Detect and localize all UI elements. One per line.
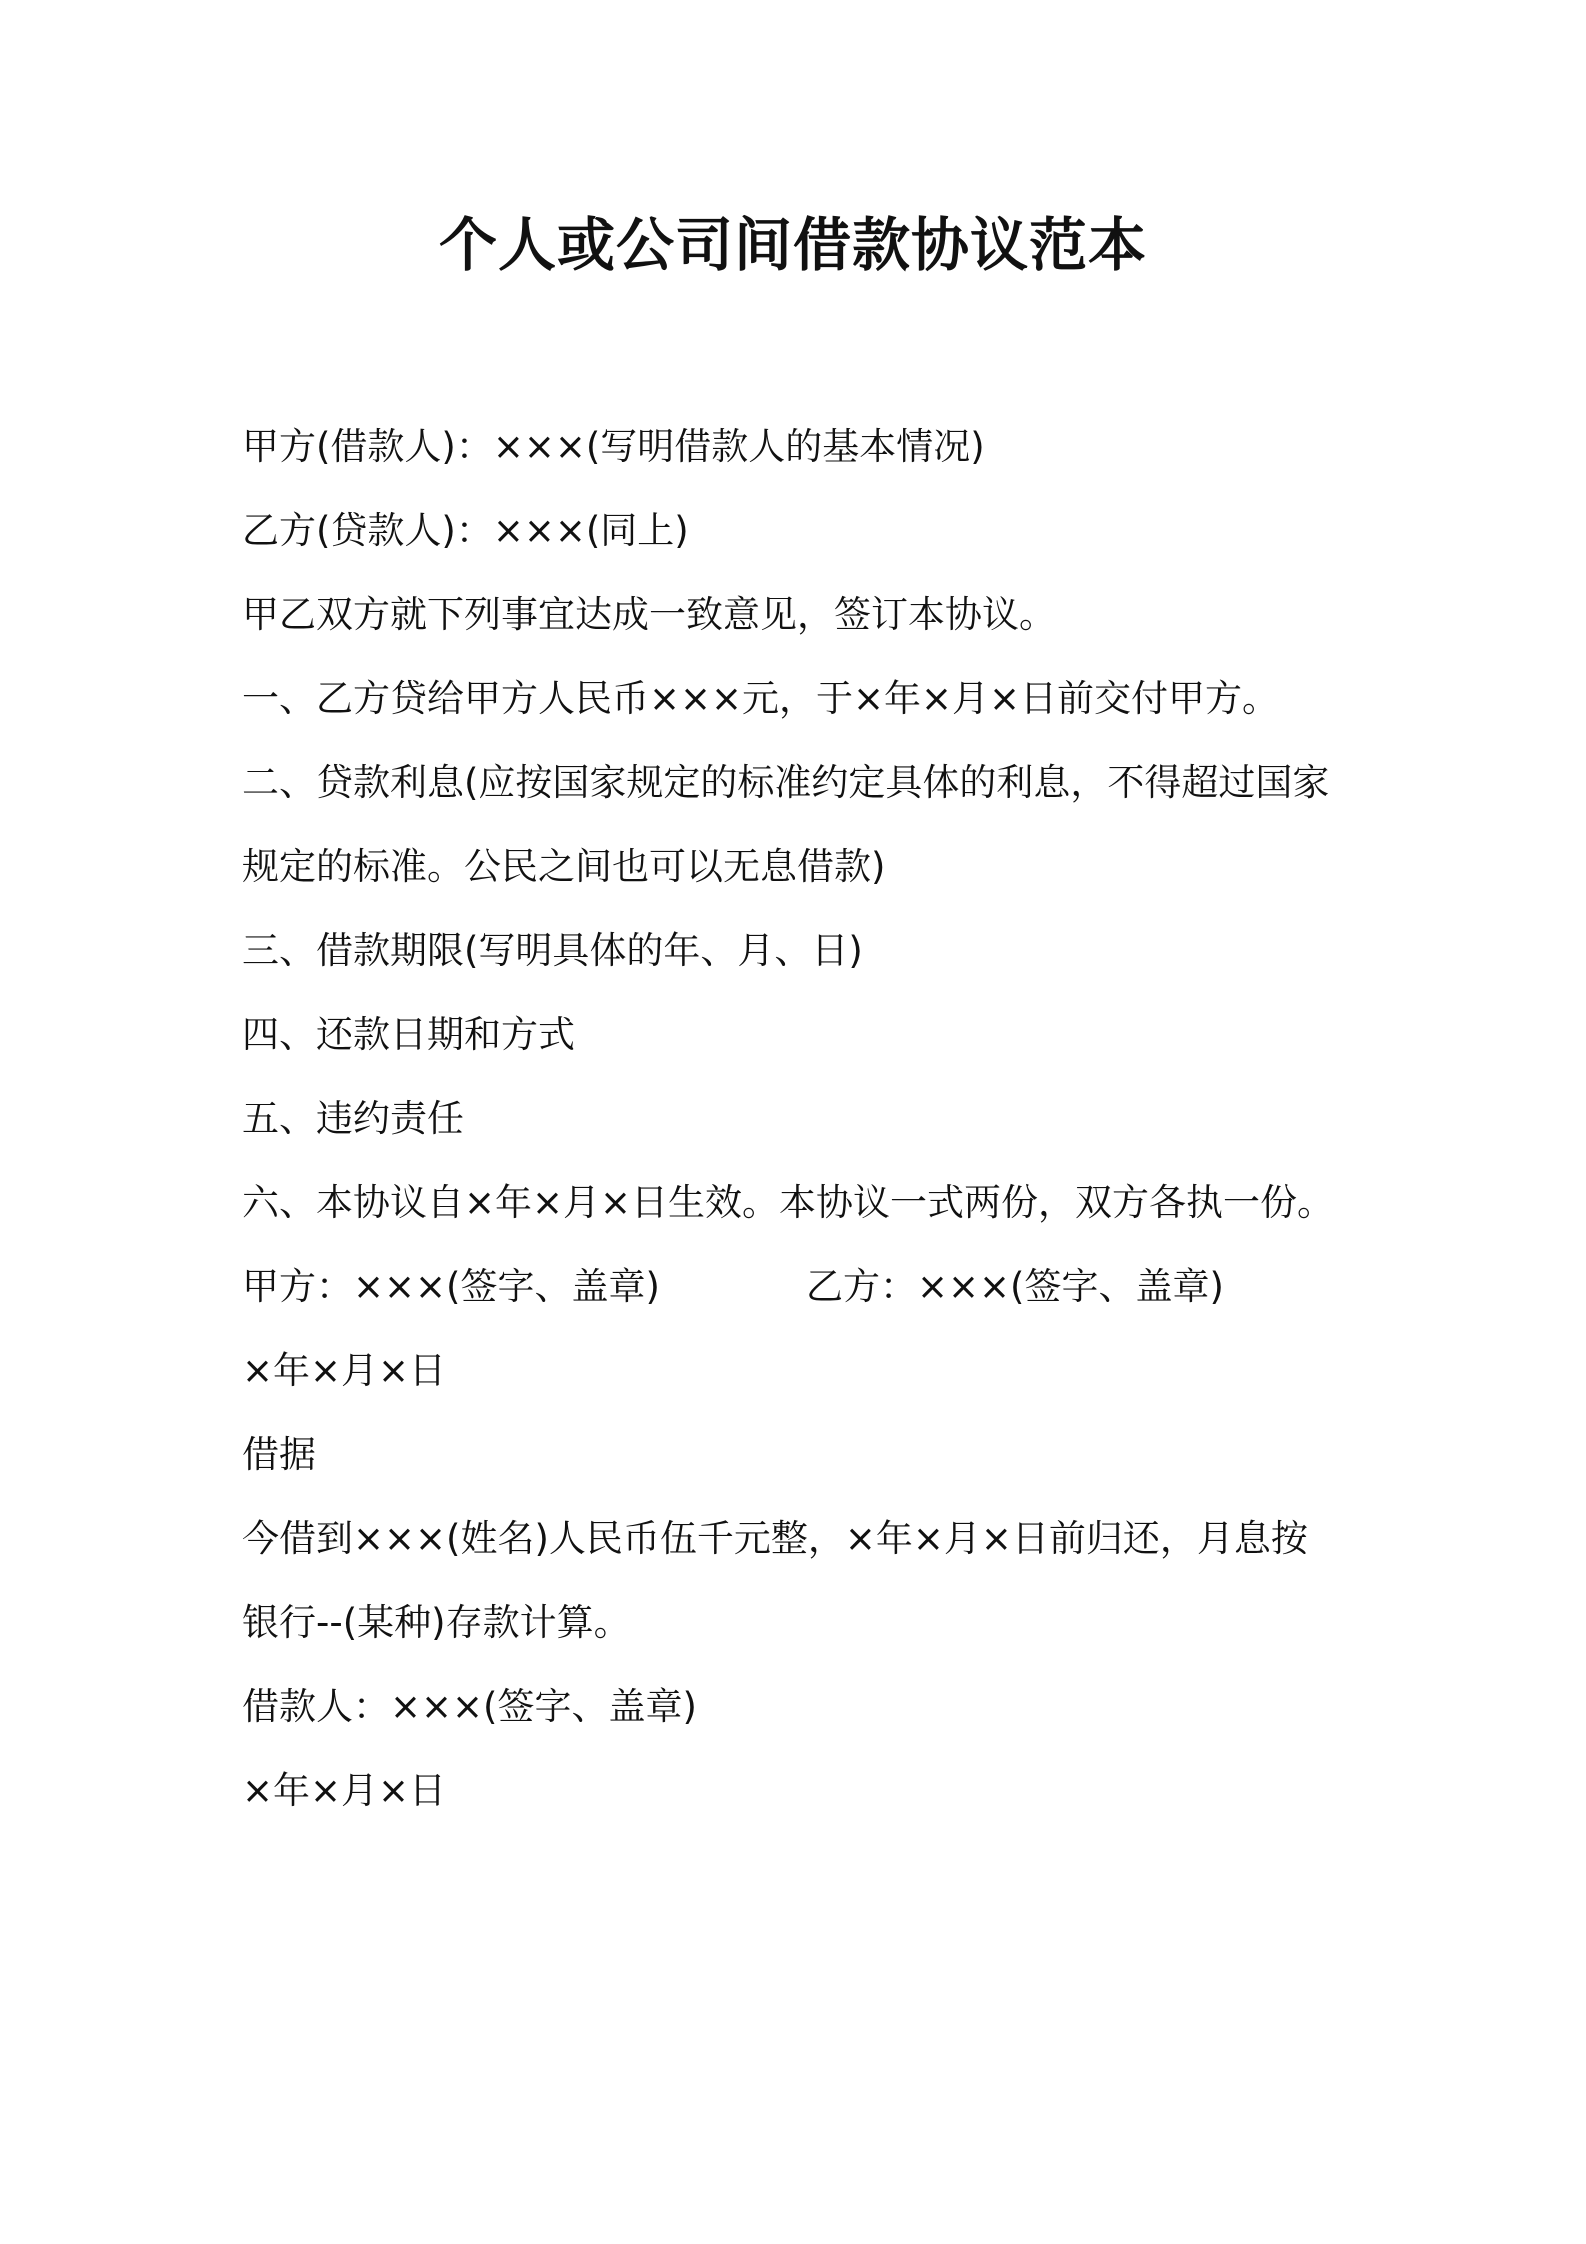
signature-party-b: 乙方：×××(签字、盖章)	[806, 1265, 1224, 1308]
party-a-line: 甲方(借款人)：×××(写明借款人的基本情况)	[242, 425, 985, 468]
receipt-line-1: 今借到×××(姓名)人民币伍千元整，×年×月×日前归还，月息按	[242, 1517, 1308, 1560]
signature-party-a: 甲方：×××(签字、盖章)	[242, 1265, 660, 1308]
clause-1: 一、乙方贷给甲方人民币×××元，于×年×月×日前交付甲方。	[242, 677, 1280, 720]
clause-6: 六、本协议自×年×月×日生效。本协议一式两份，双方各执一份。	[242, 1181, 1335, 1224]
clause-2-continued: 规定的标准。公民之间也可以无息借款)	[242, 845, 886, 888]
intro-line: 甲乙双方就下列事宜达成一致意见，签订本协议。	[242, 593, 1056, 636]
clause-3: 三、借款期限(写明具体的年、月、日)	[242, 929, 863, 972]
receipt-borrower: 借款人：×××(签字、盖章)	[242, 1685, 697, 1728]
receipt-date: ×年×月×日	[242, 1769, 447, 1812]
receipt-line-2: 银行--(某种)存款计算。	[242, 1601, 631, 1644]
party-b-line: 乙方(贷款人)：×××(同上)	[242, 509, 689, 552]
signature-row	[242, 1245, 1362, 1329]
signature-date: ×年×月×日	[242, 1349, 447, 1392]
document-body	[242, 405, 1362, 1833]
clause-2: 二、贷款利息(应按国家规定的标准约定具体的利息，不得超过国家	[242, 761, 1330, 804]
clause-5: 五、违约责任	[242, 1097, 464, 1140]
receipt-heading: 借据	[242, 1433, 316, 1476]
document-title: 个人或公司间借款协议范本	[438, 211, 1147, 279]
clause-4: 四、还款日期和方式	[242, 1013, 575, 1056]
